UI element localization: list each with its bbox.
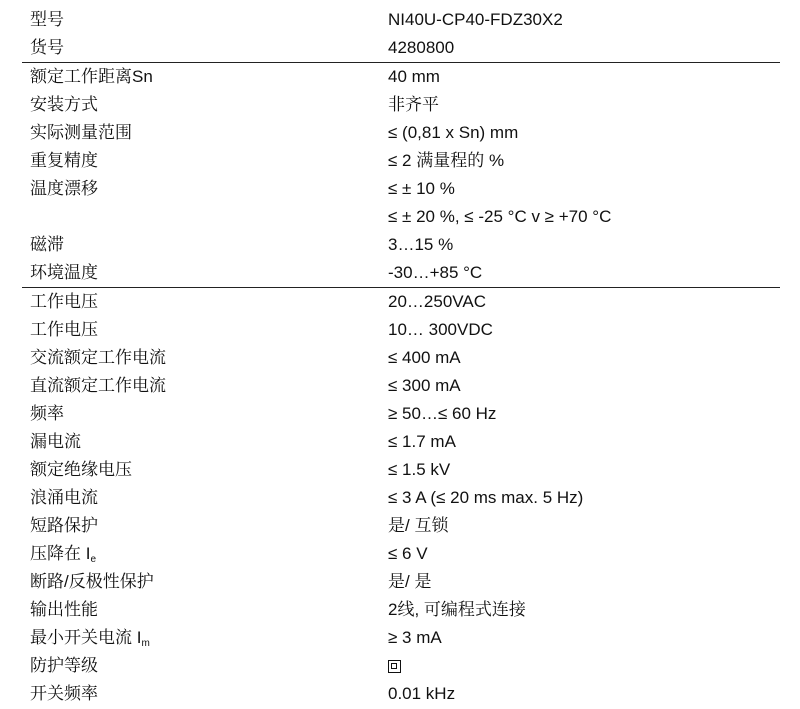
spec-row-ambient-temperature [22, 259, 780, 287]
spec-row-leakage-current [22, 428, 780, 456]
spec-value: ≥ 3 mA [388, 628, 442, 647]
spec-row-insulation-voltage [22, 456, 780, 484]
spec-table [22, 6, 780, 708]
spec-value: 40 mm [388, 67, 440, 86]
spec-row-hysteresis [22, 231, 780, 259]
spec-label: 工作电压 [30, 320, 98, 339]
spec-label: 工作电压 [30, 292, 98, 311]
spec-value: ≤ 1.7 mA [388, 432, 456, 451]
spec-row-mounting [22, 91, 780, 119]
spec-label: 型号 [30, 10, 64, 29]
spec-row-voltage-drop [22, 540, 780, 568]
double-insulation-icon [388, 660, 401, 673]
spec-row-temperature-drift-extended [22, 203, 780, 231]
spec-row-frequency [22, 400, 780, 428]
spec-row-dc-rated-current [22, 372, 780, 400]
spec-label: 额定绝缘电压 [30, 460, 132, 479]
spec-value: 20…250VAC [388, 292, 486, 311]
spec-value: 0.01 kHz [388, 684, 456, 703]
spec-label: 防护等级 [30, 656, 98, 675]
spec-row-switching-frequency [22, 680, 780, 708]
spec-value: 是/ 互锁 [388, 516, 449, 535]
spec-label: 磁滞 [30, 235, 64, 254]
spec-value: ≤ 400 mA [388, 348, 461, 367]
spec-label: 安装方式 [30, 95, 98, 114]
spec-row-ac-rated-current [22, 344, 780, 372]
spec-label: 环境温度 [30, 263, 98, 282]
subscript: m [141, 638, 150, 649]
spec-value: ≤ 6 V [388, 544, 428, 563]
spec-value: ≤ ± 10 % [388, 179, 455, 198]
spec-label-text: 最小开关电流 I [30, 628, 142, 647]
spec-row-model [22, 6, 780, 34]
spec-label: 频率 [30, 404, 64, 423]
spec-value: 是/ 是 [388, 572, 432, 591]
spec-label: 额定工作距离Sn [30, 67, 153, 86]
spec-label: 输出性能 [30, 600, 98, 619]
spec-row-short-circuit-protection [22, 512, 780, 540]
spec-row-wire-break-reverse-polarity [22, 568, 780, 596]
spec-label [22, 540, 388, 568]
spec-row-protection-class [22, 652, 780, 680]
spec-row-operating-voltage-dc [22, 316, 780, 344]
spec-row-rated-distance [22, 63, 780, 91]
spec-row-item-number [22, 34, 780, 62]
spec-value: ≤ 3 A (≤ 20 ms max. 5 Hz) [388, 488, 584, 507]
spec-label: 重复精度 [30, 151, 98, 170]
spec-row-measuring-range [22, 119, 780, 147]
spec-label: 直流额定工作电流 [30, 376, 166, 395]
subscript: e [90, 554, 97, 565]
spec-value [388, 652, 780, 680]
spec-label: 货号 [30, 38, 64, 57]
spec-value: 4280800 [388, 38, 455, 57]
spec-value: ≤ ± 20 %, ≤ -25 °C v ≥ +70 °C [388, 207, 612, 226]
spec-value: ≤ 2 满量程的 % [388, 151, 505, 170]
spec-value: -30…+85 °C [388, 263, 483, 282]
spec-row-min-switching-current [22, 624, 780, 652]
spec-value: 3…15 % [388, 235, 454, 254]
spec-row-surge-current [22, 484, 780, 512]
spec-value: ≤ 1.5 kV [388, 460, 451, 479]
spec-label: 温度漂移 [30, 179, 98, 198]
spec-label-text: 压降在 I [30, 544, 91, 563]
spec-row-repeatability [22, 147, 780, 175]
spec-value: ≤ (0,81 x Sn) mm [388, 123, 519, 142]
spec-label [22, 203, 388, 231]
spec-label: 浪涌电流 [30, 488, 98, 507]
spec-row-output-function [22, 596, 780, 624]
spec-value: NI40U-CP40-FDZ30X2 [388, 10, 563, 29]
spec-label: 断路/反极性保护 [30, 572, 154, 591]
spec-value: 10… 300VDC [388, 320, 493, 339]
spec-value: 非齐平 [388, 95, 439, 114]
spec-label: 开关频率 [30, 684, 98, 703]
spec-value: ≤ 300 mA [388, 376, 461, 395]
spec-value: ≥ 50…≤ 60 Hz [388, 404, 497, 423]
spec-label [22, 624, 388, 652]
spec-label: 交流额定工作电流 [30, 348, 166, 367]
spec-label: 短路保护 [30, 516, 98, 535]
spec-value: 2线, 可编程式连接 [388, 600, 526, 619]
spec-row-operating-voltage-ac [22, 288, 780, 316]
spec-label: 漏电流 [30, 432, 81, 451]
spec-row-temperature-drift [22, 175, 780, 203]
spec-label: 实际测量范围 [30, 123, 132, 142]
